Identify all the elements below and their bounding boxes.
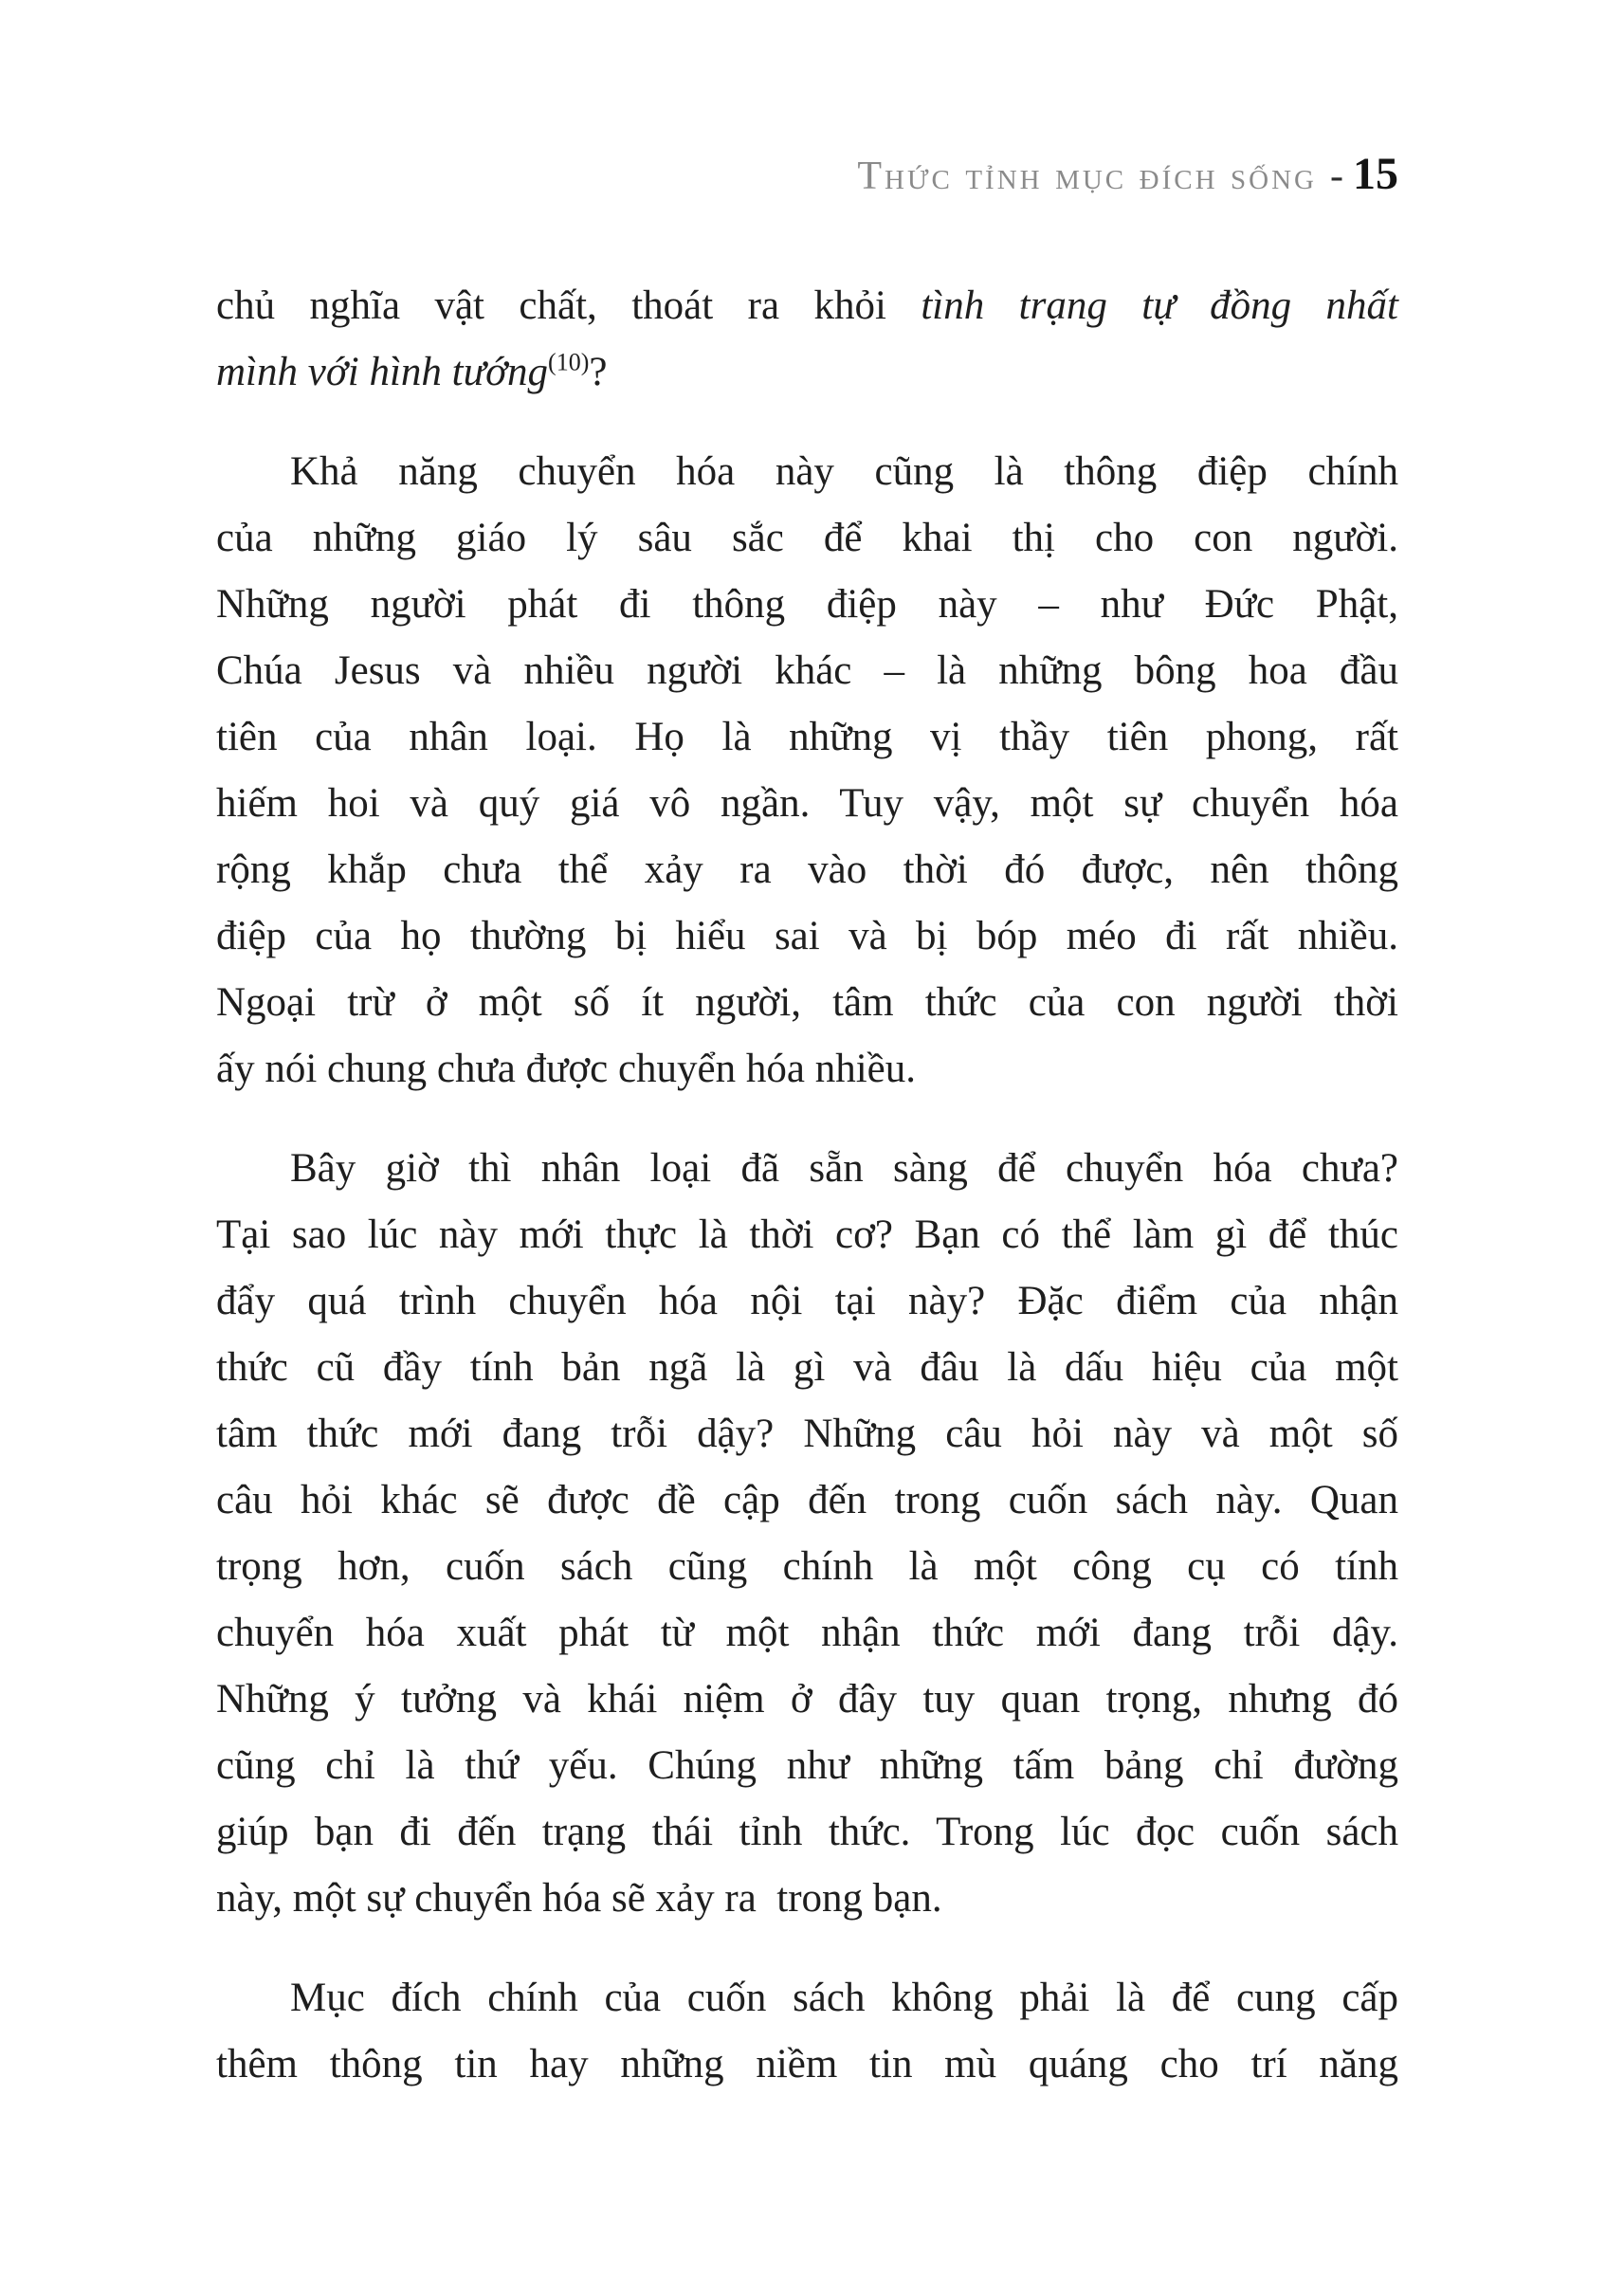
text-segment: Những ý tưởng và khái niệm ở đây tuy quan trọng, nhưng đó — [216, 1677, 1398, 1722]
text-segment: rộng khắp chưa thể xảy ra vào thời đó được, nên thông — [216, 847, 1398, 892]
text-line — [216, 273, 1398, 339]
text-segment: ? — [589, 350, 608, 394]
text-line — [216, 1534, 1398, 1600]
paragraph — [216, 439, 1398, 1102]
text-segment: thức cũ đầy tính bản ngã là gì và đâu là dấu hiệu của một — [216, 1345, 1398, 1390]
page-header — [216, 148, 1398, 200]
text-segment: ấy nói chung chưa được chuyển hóa nhiều. — [216, 1047, 917, 1091]
text-line — [216, 638, 1398, 704]
text-segment: chuyển hóa xuất phát từ một nhận thức mới đang trỗi dậy. — [216, 1611, 1398, 1655]
text-segment: Những người phát đi thông điệp này – như Đức Phật, — [216, 582, 1398, 627]
text-line — [216, 1401, 1398, 1467]
text-segment: tiên của nhân loại. Họ là những vị thầy tiên phong, rất — [216, 715, 1398, 759]
text-segment: hiếm hoi và quý giá vô ngần. Tuy vậy, một sự chuyển hóa — [216, 781, 1398, 826]
text-segment: đẩy quá trình chuyển hóa nội tại này? Đặc điểm của nhận — [216, 1279, 1398, 1323]
text-line — [216, 2032, 1398, 2098]
text-line — [216, 970, 1398, 1036]
text-segment: tình trạng tự đồng nhất — [921, 283, 1398, 328]
text-segment: tâm thức mới đang trỗi dậy? Những câu hỏi này và một số — [216, 1412, 1398, 1456]
text-segment: Ngoại trừ ở một số ít người, tâm thức của con người thời — [216, 980, 1398, 1025]
text-segment: thêm thông tin hay những niềm tin mù quáng cho trí năng — [216, 2042, 1398, 2086]
text-segment: điệp của họ thường bị hiểu sai và bị bóp méo đi rất nhiều. — [216, 914, 1398, 958]
running-head-title: Thức tỉnh mục đích sống — [857, 155, 1317, 198]
text-segment: Chúa Jesus và nhiều người khác – là những bông hoa đầu — [216, 648, 1398, 693]
footnote-ref: (10) — [548, 348, 590, 376]
text-line — [216, 439, 1398, 505]
text-segment: này, một sự chuyển hóa sẽ xảy ra trong bạn. — [216, 1876, 942, 1921]
text-segment: mình với hình tướng — [216, 350, 549, 394]
text-line — [216, 1467, 1398, 1534]
text-segment: cũng chỉ là thứ yếu. Chúng như những tấm bảng chỉ đường — [216, 1743, 1398, 1788]
text-line — [216, 903, 1398, 970]
text-line — [216, 1600, 1398, 1667]
text-segment: chủ nghĩa vật chất, thoát ra khỏi — [216, 283, 921, 328]
text-line — [216, 1268, 1398, 1335]
text-line — [216, 771, 1398, 837]
text-line — [216, 505, 1398, 572]
text-line — [216, 339, 1398, 406]
text-segment: Tại sao lúc này mới thực là thời cơ? Bạn có thể làm gì để thúc — [216, 1212, 1398, 1257]
text-segment: Khả năng chuyển hóa này cũng là thông điệp chính — [290, 449, 1398, 494]
body-text — [216, 273, 1398, 2098]
text-line — [216, 572, 1398, 638]
text-line — [216, 1965, 1398, 2032]
text-line — [216, 1335, 1398, 1401]
text-segment: trọng hơn, cuốn sách cũng chính là một công cụ có tính — [216, 1544, 1398, 1589]
text-line — [216, 837, 1398, 903]
text-line — [216, 1667, 1398, 1733]
text-line — [216, 704, 1398, 771]
paragraph — [216, 273, 1398, 406]
text-segment: giúp bạn đi đến trạng thái tỉnh thức. Trong lúc đọc cuốn sách — [216, 1810, 1398, 1854]
text-line — [216, 1799, 1398, 1866]
text-segment: Bây giờ thì nhân loại đã sẵn sàng để chuyển hóa chưa? — [290, 1146, 1398, 1191]
text-segment: của những giáo lý sâu sắc để khai thị cho con người. — [216, 516, 1398, 560]
paragraph — [216, 1965, 1398, 2098]
text-line — [216, 1136, 1398, 1202]
text-line — [216, 1202, 1398, 1268]
text-line — [216, 1733, 1398, 1799]
page-number: 15 — [1353, 149, 1398, 199]
text-segment: câu hỏi khác sẽ được đề cập đến trong cuốn sách này. Quan — [216, 1478, 1398, 1522]
running-head-separator: - — [1330, 155, 1343, 198]
paragraph — [216, 1136, 1398, 1932]
text-line — [216, 1036, 1398, 1102]
text-line — [216, 1866, 1398, 1932]
text-segment: Mục đích chính của cuốn sách không phải là để cung cấp — [290, 1976, 1398, 2020]
